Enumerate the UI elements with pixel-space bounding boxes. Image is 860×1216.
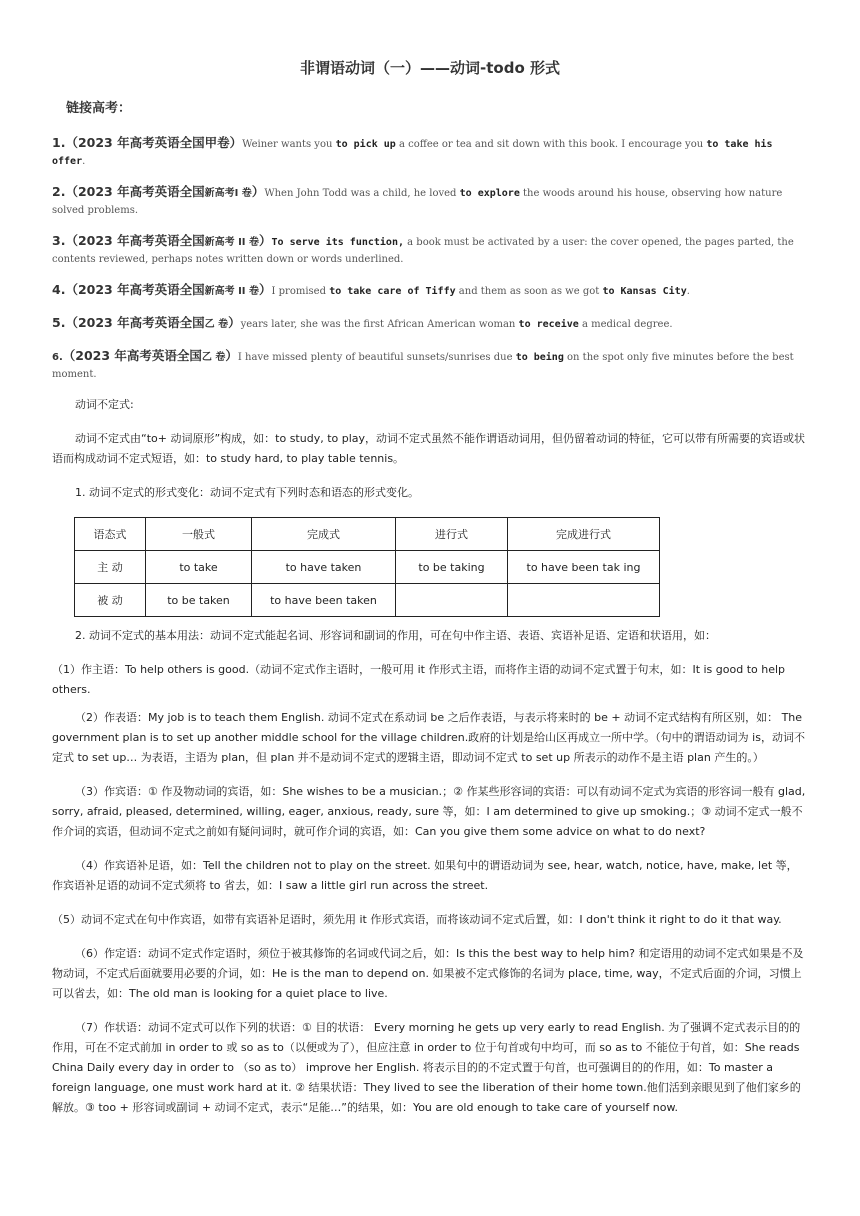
question-source	[65, 233, 271, 248]
question-text: the woods around his house, observing how nature solved problems.	[52, 188, 783, 216]
link-heading: 链接高考：	[66, 101, 132, 116]
exam-question-6	[52, 347, 804, 383]
exam-question-1	[52, 134, 804, 170]
question-number: 1.	[52, 135, 66, 150]
usage-5: （5）动词不定式在句中作宾语，如带有宾语补足语时，须先用 it 作形式宾语，而将该动词不定式后置，如：I don't think it right to do it that way.	[52, 913, 782, 926]
table-header-cell: 一般式	[146, 518, 252, 551]
source-paper: 新高考 II 卷	[204, 286, 260, 297]
table-cell: 被 动	[75, 584, 146, 617]
key-phrase: to receive	[518, 319, 579, 330]
table-cell	[396, 584, 508, 617]
question-source	[65, 282, 271, 297]
table-header-cell: 进行式	[396, 518, 508, 551]
usage-2: （2）作表语：My job is to teach them English. 动词不定式在系动词 be 之后作表语，与表示将来时的 be + 动词不定式结构有所区别，如： The government plan is to set up another middle school for the village children.政府的计划是给山区再成立一所中学。（句中的谓语动词为 is，动词不定式 to set up… 为表语，主语为 plan，但 plan 并不是动词不定式的逻辑主语，即动词不定式 to set up 所表示的动作不是主语 plan 产生的。）	[52, 711, 805, 764]
source-close: ）	[251, 184, 265, 199]
question-text: I promised	[271, 286, 330, 297]
question-text: years later, she was the first African American woman	[240, 319, 519, 330]
question-text: a medical degree.	[578, 319, 673, 330]
question-text: I have missed plenty of beautiful sunsets/sunrises due	[237, 352, 516, 363]
question-text: and them as soon as we got	[455, 286, 603, 297]
question-text: .	[82, 156, 86, 167]
usage-4: （4）作宾语补足语，如：Tell the children not to play on the street. 如果句中的谓语动词为 see, hear, watch, notice, have, make, let 等，作宾语补足语的动词不定式须将 to 省去，如：I saw a little girl run across the street.	[52, 859, 798, 892]
infinitive-forms-table	[74, 517, 660, 617]
usage-heading: 2. 动词不定式的基本用法：动词不定式能起名词、形容词和副词的作用，可在句中作主语、表语、宾语补足语、定语和状语用，如：	[75, 629, 716, 642]
question-number: 5.	[52, 315, 66, 330]
usage-6: （6）作定语：动词不定式作定语时，须位于被其修饰的名词或代词之后，如：Is this the best way to help him? 和定语用的动词不定式如果是不及物动词，不定式后面就要用必要的介词，如：He is the man to depend on. 如果被不定式修饰的名词为 place, time, way，不定式后面的介词，习惯上可以省去，如：The old man is looking for a quiet place to live.	[52, 947, 804, 1000]
table-cell: to take	[146, 551, 252, 584]
source-year: （2023 年高考英语全国	[65, 315, 205, 330]
question-number: 4.	[52, 282, 66, 297]
question-text: a book must be activated by a user: the cover opened, the pages parted, the contents reviewed, perhaps notes written down or words underlined.	[52, 237, 794, 265]
question-source	[65, 315, 240, 330]
table-row	[75, 584, 660, 617]
source-year: （2023 年高考英语全国	[62, 348, 202, 363]
question-text: Weiner wants you	[242, 139, 336, 150]
table-cell: to be taken	[146, 584, 252, 617]
table-cell: to have been taken	[252, 584, 396, 617]
question-number: 3.	[52, 233, 66, 248]
exam-question-3	[52, 232, 804, 268]
question-number: 6.	[52, 352, 63, 363]
source-close: ）	[225, 348, 238, 363]
question-source	[65, 184, 264, 199]
usage-7: （7）作状语：动词不定式可以作下列的状语：① 目的状语： Every morning he gets up very early to read English. 为了强调不定式表示目的的作用，可在不定式前加 in order to 或 so as to（以便或为了），但应注意 in order to 位于句首或句中均可，而 so as to 不能位于句首，如：She reads China Daily every day in order to （so as to） improve her English. 将表示目的的不定式置于句首，也可强调目的的作用，如：To master a foreign language, one must work hard at it. ② 结果状语：They lived to see the liberation of their home town.他们活到亲眼见到了他们家乡的解放。③ too + 形容词或副词 + 动词不定式，表示“足能…”的结果，如：You are old enough to take care of yourself now.	[52, 1021, 801, 1114]
key-phrase: to take care of Tiffy	[329, 286, 456, 297]
question-text: on the spot only five minutes before the best moment.	[52, 352, 794, 380]
question-source: （2023 年高考英语全国甲卷）	[65, 135, 243, 150]
question-number: 2.	[52, 184, 66, 199]
form-heading: 1. 动词不定式的形式变化：动词不定式有下列时态和语态的形式变化。	[75, 486, 419, 499]
table-header-row	[75, 518, 660, 551]
usage-3: （3）作宾语：① 作及物动词的宾语，如：She wishes to be a musician.；② 作某些形容词的宾语：可以有动词不定式为宾语的形容词一般有 glad, sorry, afraid, pleased, determined, willing, eager, anxious, ready, sure 等，如：I am determined to give up smoking.；③ 动词不定式一般不作介词的宾语，但动词不定式之前如有疑问词时，就可作介词的宾语，如：Can you give them some advice on what to do next?	[52, 785, 806, 838]
key-phrase: to explore	[459, 188, 520, 199]
infinitive-heading: 动词不定式:	[75, 398, 134, 411]
key-phrase: to Kansas City	[602, 286, 687, 297]
key-phrase: to being	[515, 352, 564, 363]
table-header-cell: 完成式	[252, 518, 396, 551]
question-text: a coffee or tea and sit down with this book. I encourage you	[395, 139, 707, 150]
intro-paragraph: 动词不定式由“to+ 动词原形”构成，如：to study, to play，动词不定式虽然不能作谓语动词用，但仍留着动词的特征，它可以带有所需要的宾语或状语而构成动词不定式短语，如：to study hard, to play table tennis。	[52, 432, 806, 465]
source-paper: 乙 卷	[204, 319, 229, 330]
usage-1: （1）作主语：To help others is good.（动词不定式作主语时，一般可用 it 作形式主语，而将作主语的动词不定式置于句末，如：It is good to help others.	[52, 663, 786, 696]
key-phrase: To serve its function,	[271, 237, 404, 248]
table-header-cell: 语态式	[75, 518, 146, 551]
exam-question-5	[52, 314, 804, 333]
key-phrase: to take his offer	[52, 139, 773, 167]
question-source	[63, 348, 238, 363]
page-title: 非谓语动词（一）——动词-todo 形式	[300, 59, 560, 77]
table-cell: 主 动	[75, 551, 146, 584]
table-cell: to be taking	[396, 551, 508, 584]
source-paper: 乙 卷	[201, 352, 226, 363]
source-close: ）	[259, 282, 272, 297]
source-paper: 新高考 II 卷	[204, 237, 260, 248]
source-close: ）	[259, 233, 272, 248]
key-phrase: to pick up	[335, 139, 396, 150]
source-year: （2023 年高考英语全国	[65, 184, 205, 199]
source-paper: 新高考Ⅰ 卷	[204, 188, 252, 199]
exam-question-4	[52, 281, 804, 300]
table-row	[75, 551, 660, 584]
table-header-cell: 完成进行式	[508, 518, 660, 551]
exam-question-2	[52, 183, 804, 219]
source-close: ）	[228, 315, 241, 330]
table-cell: to have taken	[252, 551, 396, 584]
question-text: .	[686, 286, 690, 297]
question-text: When John Todd was a child, he loved	[264, 188, 460, 199]
source-year: （2023 年高考英语全国	[65, 233, 205, 248]
source-year: （2023 年高考英语全国	[65, 282, 205, 297]
table-cell: to have been tak ing	[508, 551, 660, 584]
table-cell	[508, 584, 660, 617]
